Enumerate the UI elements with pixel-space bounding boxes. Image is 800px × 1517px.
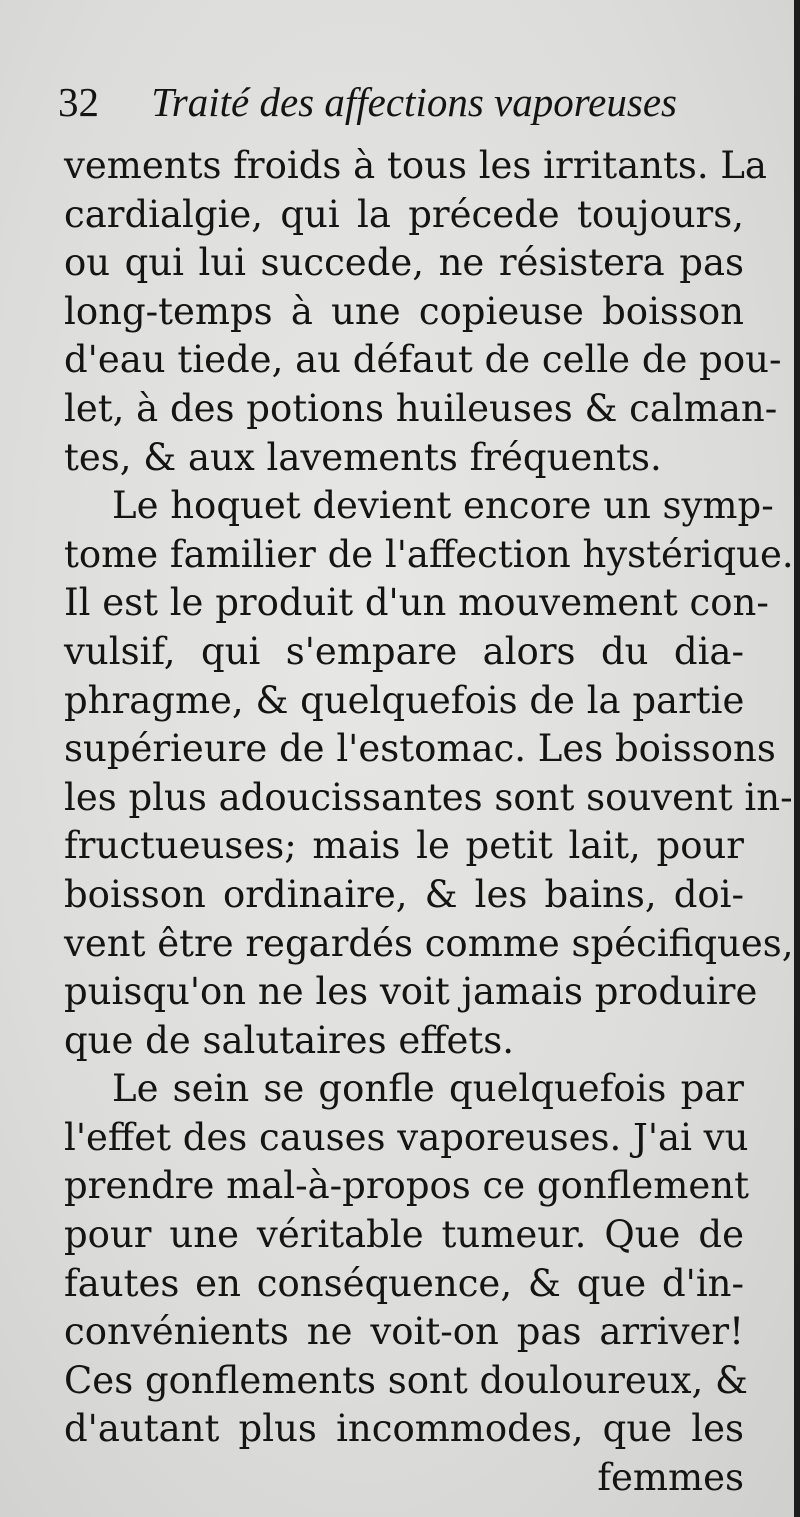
text-line: les plus adoucissantes sont souvent in- <box>64 775 793 819</box>
running-title: Traité des affections vaporeuses <box>151 79 677 125</box>
text-line: long-temps à une copieuse boisson <box>64 289 744 333</box>
text-line: fautes en conséquence, & que d'in- <box>64 1261 744 1305</box>
text-line: vulsif, qui s'empare alors du dia- <box>64 629 744 673</box>
text-line: ou qui lui succede, ne résistera pas <box>64 241 744 285</box>
text-line: l'effet des causes vaporeuses. J'ai vu <box>64 1115 749 1159</box>
text-line: tes, & aux lavements fréquents. <box>64 435 662 479</box>
paragraph-start-line: Le sein se gonfle quelquefois par <box>112 1067 744 1111</box>
text-line: d'eau tiede, au défaut de celle de pou- <box>64 338 782 382</box>
text-line: pour une véritable tumeur. Que de <box>64 1213 744 1257</box>
text-line: Il est le produit d'un mouvement con- <box>64 581 769 625</box>
text-line: fructueuses; mais le petit lait, pour <box>64 824 744 868</box>
page-number: 32 <box>58 79 99 125</box>
text-line: Ces gonflements sont douloureux, & <box>64 1358 748 1402</box>
text-line: supérieure de l'estomac. Les boissons <box>64 727 776 771</box>
catchword: femmes <box>597 1456 744 1500</box>
text-line: que de salutaires effets. <box>64 1018 515 1062</box>
text-line: prendre mal-à-propos ce gonflement <box>64 1164 749 1208</box>
text-line: phragme, & quelquefois de la partie <box>64 678 745 722</box>
page-header <box>58 72 748 132</box>
text-line: tome familier de l'affection hystérique. <box>64 532 794 576</box>
text-line: puisqu'on ne les voit jamais produire <box>64 970 758 1014</box>
text-line: convénients ne voit-on pas arriver! <box>64 1310 744 1354</box>
text-line: boisson ordinaire, & les bains, doi- <box>64 872 744 916</box>
text-line: let, à des potions huileuses & calman- <box>64 386 778 430</box>
page-edge-shadow <box>794 0 800 1517</box>
text-line: cardialgie, qui la précede toujours, <box>64 192 744 236</box>
text-line: vements froids à tous les irritants. La <box>64 144 767 187</box>
text-line: d'autant plus incommodes, que les <box>64 1407 744 1451</box>
text-line: vent être regardés comme spécifiques, <box>64 921 794 965</box>
body-text <box>64 142 794 1503</box>
paragraph-start-line: Le hoquet devient encore un symp- <box>112 484 774 528</box>
